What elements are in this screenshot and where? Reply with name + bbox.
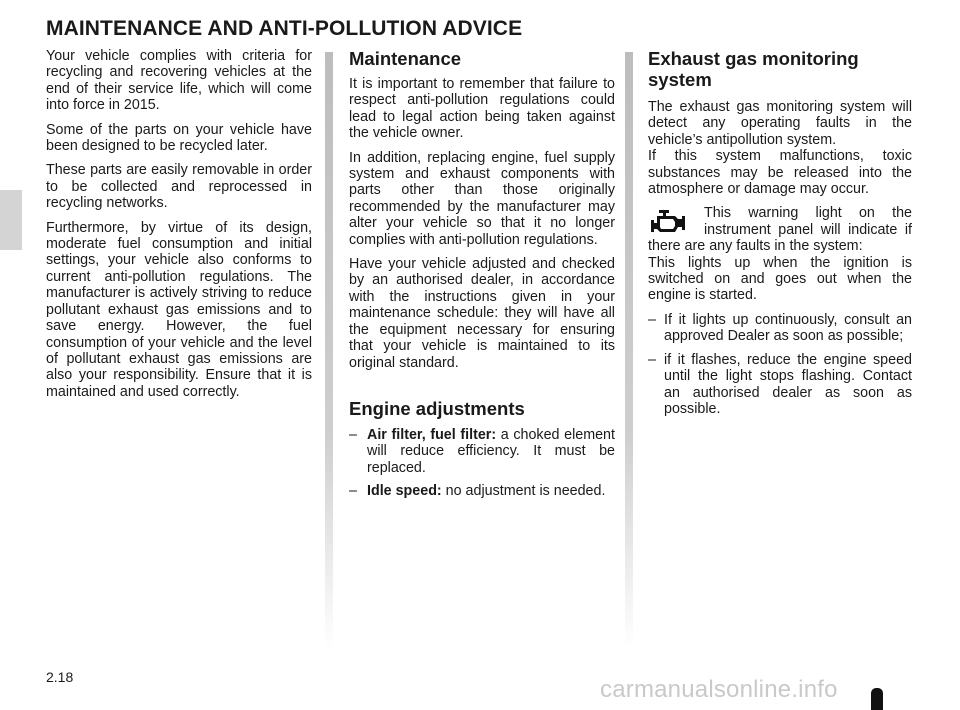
watermark: carmanualsonline.info <box>600 676 838 703</box>
recycling-paragraph-3: These parts are easily removable in order to be collected and reprocessed in recycling networks. <box>46 162 312 212</box>
list-dash: – <box>648 351 656 368</box>
exhaust-item-text: if it flashes, reduce the engine speed until the light stops flashing. Contact an authorised dealer as soon as possible. <box>664 351 912 417</box>
recycling-paragraph-4: Furthermore, by virtue of its design, moderate fuel consumption and initial settings, your vehicle also conforms to current anti-pollution regulations. The manufacturer is actively striving to reduce pollutant exhaust gas emissions and to save energy. However, the fuel consumption of your vehicle and the level of pollutant exhaust gas emissions are also your responsibility. Ensure that it is maintained and used correctly. <box>46 219 312 400</box>
maintenance-heading: Maintenance <box>349 48 462 69</box>
engine-item-idle-speed <box>349 483 615 499</box>
maintenance-paragraph-3: Have your vehicle adjusted and checked by an authorised dealer, in accordance with the instructions given in your maintenance schedule: they will have all the equipment necessary for ensuring that your vehicle is maintained to its original standard. <box>349 256 615 371</box>
engine-adjustments-heading: Engine adjustments <box>349 397 525 419</box>
engine-item-text: no adjustment is needed. <box>445 483 606 500</box>
exhaust-paragraph-2: If this system malfunctions, toxic substances may be released into the atmosphere or damage may occur. <box>648 148 912 198</box>
exhaust-heading: Exhaust gas monitoring system <box>648 48 859 90</box>
warning-light-note <box>648 205 912 254</box>
column-recycling <box>46 48 312 408</box>
maintenance-paragraph-1: It is important to remember that failure to respect anti-pollution regulations could lead to legal action being taken against the vehicle owner. <box>349 76 615 142</box>
engine-item-air-filter <box>349 427 615 476</box>
engine-warning-icon <box>648 207 688 237</box>
corner-mark <box>871 688 883 710</box>
recycling-paragraph-2: Some of the parts on your vehicle have been designed to be recycled later. <box>46 121 312 155</box>
column-divider-right <box>625 52 633 648</box>
recycling-paragraph-1: Your vehicle complies with criteria for recycling and recovering vehicles at the end of their service life, which will come into force in 2015. <box>46 48 312 114</box>
exhaust-item-flashing <box>648 352 912 418</box>
column-exhaust-monitoring <box>648 48 912 424</box>
exhaust-item-text: If it lights up continuously, consult an approved Dealer as soon as possible; <box>664 311 912 345</box>
exhaust-paragraph-3: This lights up when the ignition is switched on and goes out when the engine is started. <box>648 254 912 304</box>
maintenance-paragraph-2: In addition, replacing engine, fuel supply system and exhaust components with parts other than those originally recommended by the manufacturer may alter your vehicle so that it no longer complies with anti-pollution regulations. <box>349 149 615 248</box>
warning-light-text: This warning light on the instrument panel will indicate if there are any faults in the system: <box>648 205 912 255</box>
column-divider-left <box>325 52 333 648</box>
engine-item-text: a choked element will reduce efficiency. It must be replaced. <box>367 426 615 476</box>
list-dash: – <box>648 311 656 328</box>
engine-item-label: Air filter, fuel filter: <box>367 426 497 443</box>
list-dash: – <box>349 426 357 443</box>
column-maintenance <box>349 48 615 507</box>
exhaust-paragraph-1: The exhaust gas monitoring system will detect any operating faults in the vehicle’s antipollution system. <box>648 99 912 148</box>
chapter-side-tab <box>0 190 22 250</box>
page-number: 2.18 <box>46 669 74 685</box>
page-title: MAINTENANCE AND ANTI-POLLUTION ADVICE <box>46 17 523 40</box>
list-dash: – <box>349 483 357 500</box>
engine-item-label: Idle speed: <box>367 483 442 500</box>
exhaust-item-continuous <box>648 312 912 345</box>
